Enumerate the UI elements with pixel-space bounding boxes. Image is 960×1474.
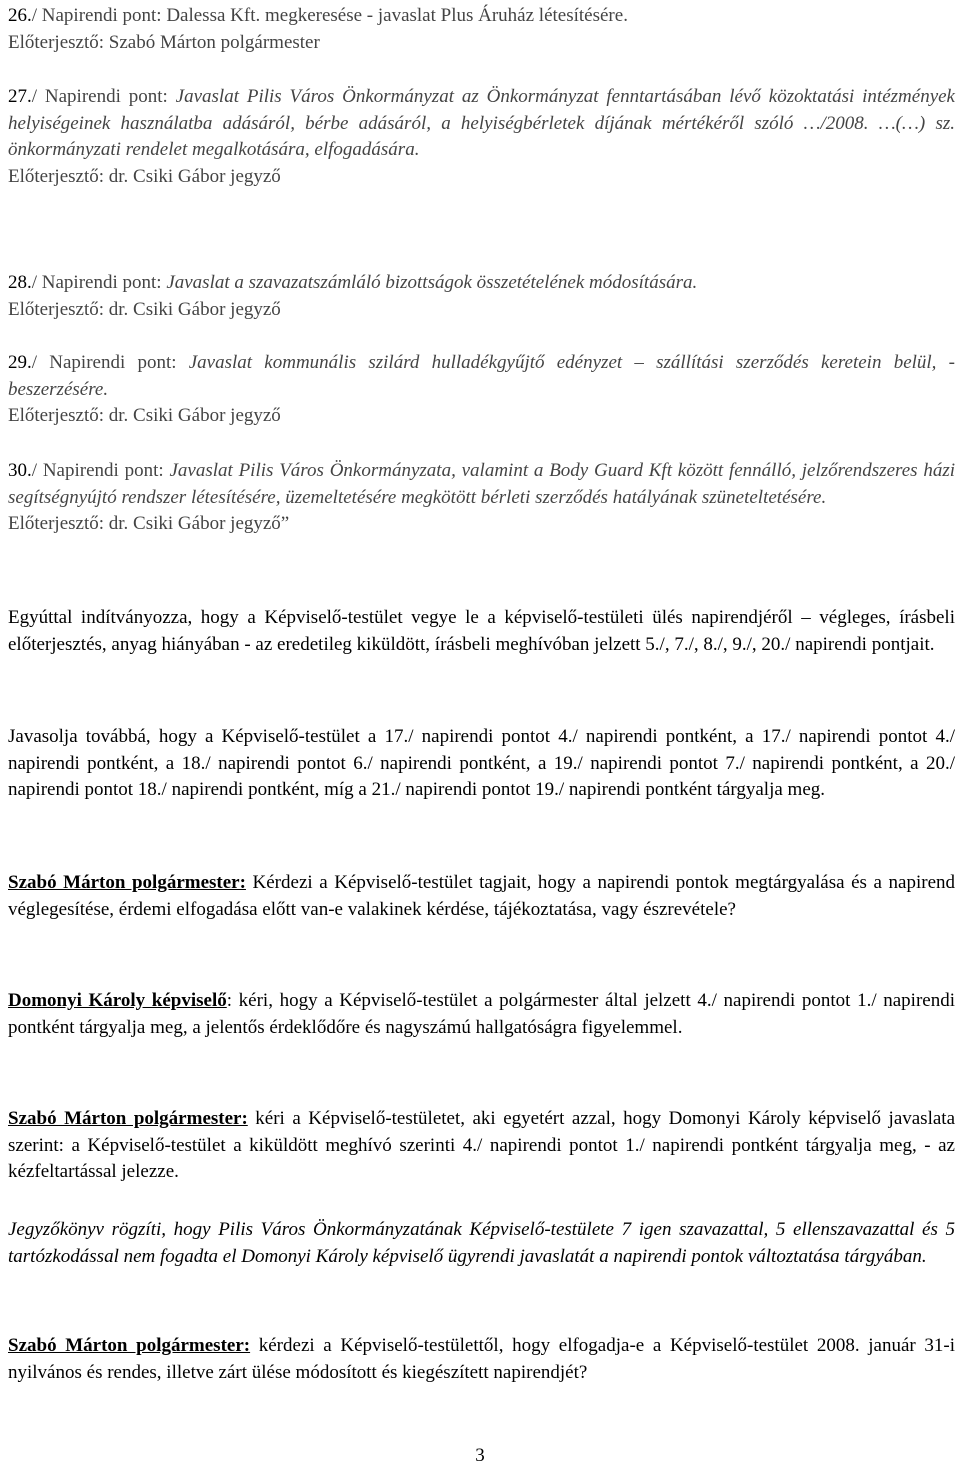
agenda-item-26: [8, 3, 955, 56]
speaker-name: Szabó Márton polgármester:: [8, 872, 246, 893]
item-label: / Napirendi pont:: [31, 86, 168, 107]
speaker-name: Domonyi Károly képviselő: [8, 990, 227, 1011]
item-text: Javaslat kommunális szilárd hulladékgyűjtő edényzet – szállítási szerződés keretein belül, - beszerzésére.: [8, 352, 955, 400]
agenda-item-27: [8, 84, 955, 190]
item-label: / Napirendi pont:: [31, 352, 177, 373]
item-text: Javaslat a szavazatszámláló bizottságok összetételének módosítására.: [161, 272, 698, 293]
agenda-item-29: [8, 350, 955, 430]
item-text: Dalessa Kft. megkeresése - javaslat Plus Áruház létesítésére.: [161, 5, 628, 26]
presenter-name: dr. Csiki Gábor jegyző: [104, 165, 281, 187]
paragraph-minutes-record: Jegyzőkönyv rögzíti, hogy Pilis Város Önkormányzatának Képviselő-testülete 7 igen szavazattal, 5 ellenszavazattal és 5 tartózkodással nem fogadta el Domonyi Károly képviselő ügyrendi javaslatát a napirendi pontok változtatása tárgyában.: [8, 1219, 955, 1267]
presenter-label: Előterjesztő:: [8, 298, 105, 320]
item-number: 28.: [8, 272, 32, 293]
speech-text: : kéri, hogy a Képviselő-testület a polgármester által jelzett 4./ napirendi pontot 1./ napirendi pontként tárgyalja meg, a jelentős érdeklődőre és nagyszámú hallgatóságra figyelemmel.: [8, 990, 955, 1038]
paragraph-proposal: Javasolja továbbá, hogy a Képviselő-testület a 17./ napirendi pontot 4./ napirendi pontként, a 17./ napirendi pontot 4./ napirendi pontként, a 18./ napirendi pontot 6./ napirendi pontként, a 19./ napirendi pontot 7./ napirendi pontként, a 20./ napirendi pontot 18./ napirendi pontként, míg a 21./ napirendi pontot 19./ napirendi pontként tárgyalja meg.: [8, 726, 955, 800]
item-presenter: Előterjesztő: Szabó Márton polgármester: [8, 31, 320, 53]
agenda-item-30: [8, 458, 955, 538]
paragraph-councillor-request: [8, 988, 955, 1041]
item-label: / Napirendi pont:: [31, 5, 162, 26]
presenter-name: dr. Csiki Gábor jegyző: [104, 405, 281, 426]
item-text: Javaslat Pilis Város Önkormányzata, valamint a Body Guard Kft között fennálló, jelzőrendszeres házi segítségnyújtó rendszer létesítésére, üzemeltetésére megkötött bérleti szerződés hatályának szüneteltetésére.: [8, 460, 955, 508]
item-label: / Napirendi pont:: [31, 272, 162, 293]
speech-text: Kérdezi a Képviselő-testület tagjait, hogy a napirendi pontok megtárgyalása és a napirend véglegesítése, érdemi elfogadása előtt van-e valakinek kérdése, tájékoztatása, vagy észrevétele?: [8, 872, 956, 920]
item-label: / Napirendi pont:: [31, 460, 164, 481]
speech-text: kérdezi a Képviselő-testülettől, hogy elfogadja-e a Képviselő-testület 2008. január 31-i nyilvános és rendes, illetve zárt ülése módosított és kiegészített napirendjét?: [8, 1335, 955, 1383]
presenter-label: Előterjesztő:: [8, 513, 105, 534]
paragraph-motion: Egyúttal indítványozza, hogy a Képviselő-testület vegye le a képviselő-testületi ülés napirendjéről – végleges, írásbeli előterjesztés, anyag hiányában - az eredetileg kiküldött, írásbeli meghívóban jelzett 5./, 7./, 8./, 9./, 20./ napirendi pontjait.: [8, 607, 955, 655]
paragraph-mayor-question: [8, 870, 955, 923]
paragraph-mayor-vote-call: [8, 1106, 955, 1186]
presenter-label: Előterjesztő:: [8, 405, 105, 426]
paragraph-mayor-agenda-question: [8, 1333, 955, 1386]
presenter-name: dr. Csiki Gábor jegyző: [104, 298, 281, 320]
item-number: 27.: [8, 86, 32, 107]
presenter-name: dr. Csiki Gábor jegyző”: [104, 513, 290, 534]
speech-text: kéri a Képviselő-testületet, aki egyetért azzal, hogy Domonyi Károly képviselő javaslata szerint: a Képviselő-testület a kiküldött meghívó szerinti 4./ napirendi pontot 1./ napirendi pontként tárgyalja meg, - az kézfeltartással jelezze.: [8, 1108, 956, 1182]
speaker-name: Szabó Márton polgármester:: [8, 1108, 248, 1129]
item-text: Javaslat Pilis Város Önkormányzat az Önkormányzat fenntartásában lévő közoktatási intézmények helyiségeinek használatba adásáról, bérbe adásáról, a helyiségbérletek díjának mértékéről szóló …/2008. …(…) sz. önkormányzati rendelet megalkotására, elfogadására.: [8, 86, 955, 160]
speaker-name: Szabó Márton polgármester:: [8, 1335, 251, 1356]
item-number: 26.: [8, 5, 32, 26]
item-number: 29.: [8, 352, 32, 373]
agenda-item-28: [8, 270, 955, 323]
presenter-label: Előterjesztő:: [8, 165, 105, 187]
page-number: 3: [475, 1445, 485, 1466]
item-number: 30.: [8, 460, 32, 481]
